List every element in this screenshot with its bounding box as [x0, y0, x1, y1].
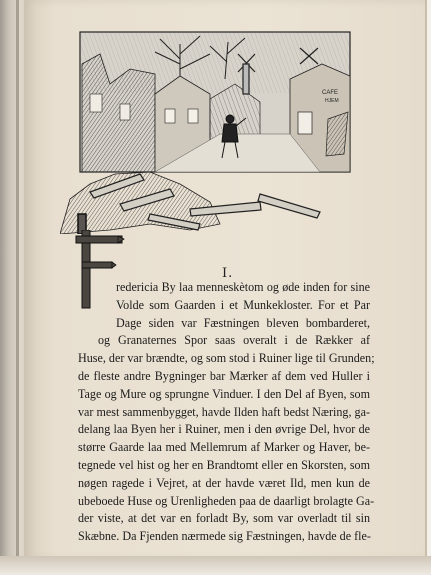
text-line: nøgen ragede i Vejret, at der havde været Ild, men kun de [78, 475, 370, 490]
text-line: og Granaternes Spor saas overalt i de Rækker af [98, 333, 370, 348]
text-line: tegnede vel hist og her en Brandtomt eller en Skorsten, som [78, 457, 370, 472]
text-line: der viste, at det var en forladt By, som var overladt til sin [78, 511, 370, 526]
text-line: ubeboede Huse og Urenligheden paa de daarligt brolagte Ga- [78, 493, 375, 508]
text-line: de fleste andre Bygninger bar Mærker af dem ved Huller i [78, 368, 370, 383]
text-line: Skæbne. Da Fjenden nærmede sig Fæstningen, havde de fle- [78, 529, 371, 544]
ruined-town-illustration [60, 24, 360, 234]
binding-gutter [16, 0, 19, 575]
page-bottom-edge [0, 556, 431, 575]
cafe-sign-text-2: HJEM [325, 98, 339, 104]
text-line: Huse, der var brændte, og som stod i Ruiner lige til Grunden; [78, 351, 375, 366]
cafe-sign-text: CAFE [322, 90, 339, 96]
chapter-heading: I. [222, 266, 234, 281]
text-line: delang laa Byen her i Ruiner, men i den øvrige Del, hvor de [78, 422, 370, 437]
text-line: var mest sammenbygget, havde Ilden haft bedst Næring, ga- [78, 404, 370, 419]
text-line: større Gaarde laa med Mellemrum af Marker og Haver, be- [78, 440, 370, 455]
chapter-body-text [78, 279, 375, 546]
text-line: Volde som Gaarden i et Munkekloster. For et Par [116, 297, 370, 312]
text-line: Dage siden var Fæstningen bleven bombarderet, [116, 315, 370, 330]
text-line: redericia By laa menneskètom og øde inden for sine [116, 280, 370, 294]
text-line: Tage og Mure og sprungne Vinduer. I den Del af Byen, som [78, 386, 370, 401]
